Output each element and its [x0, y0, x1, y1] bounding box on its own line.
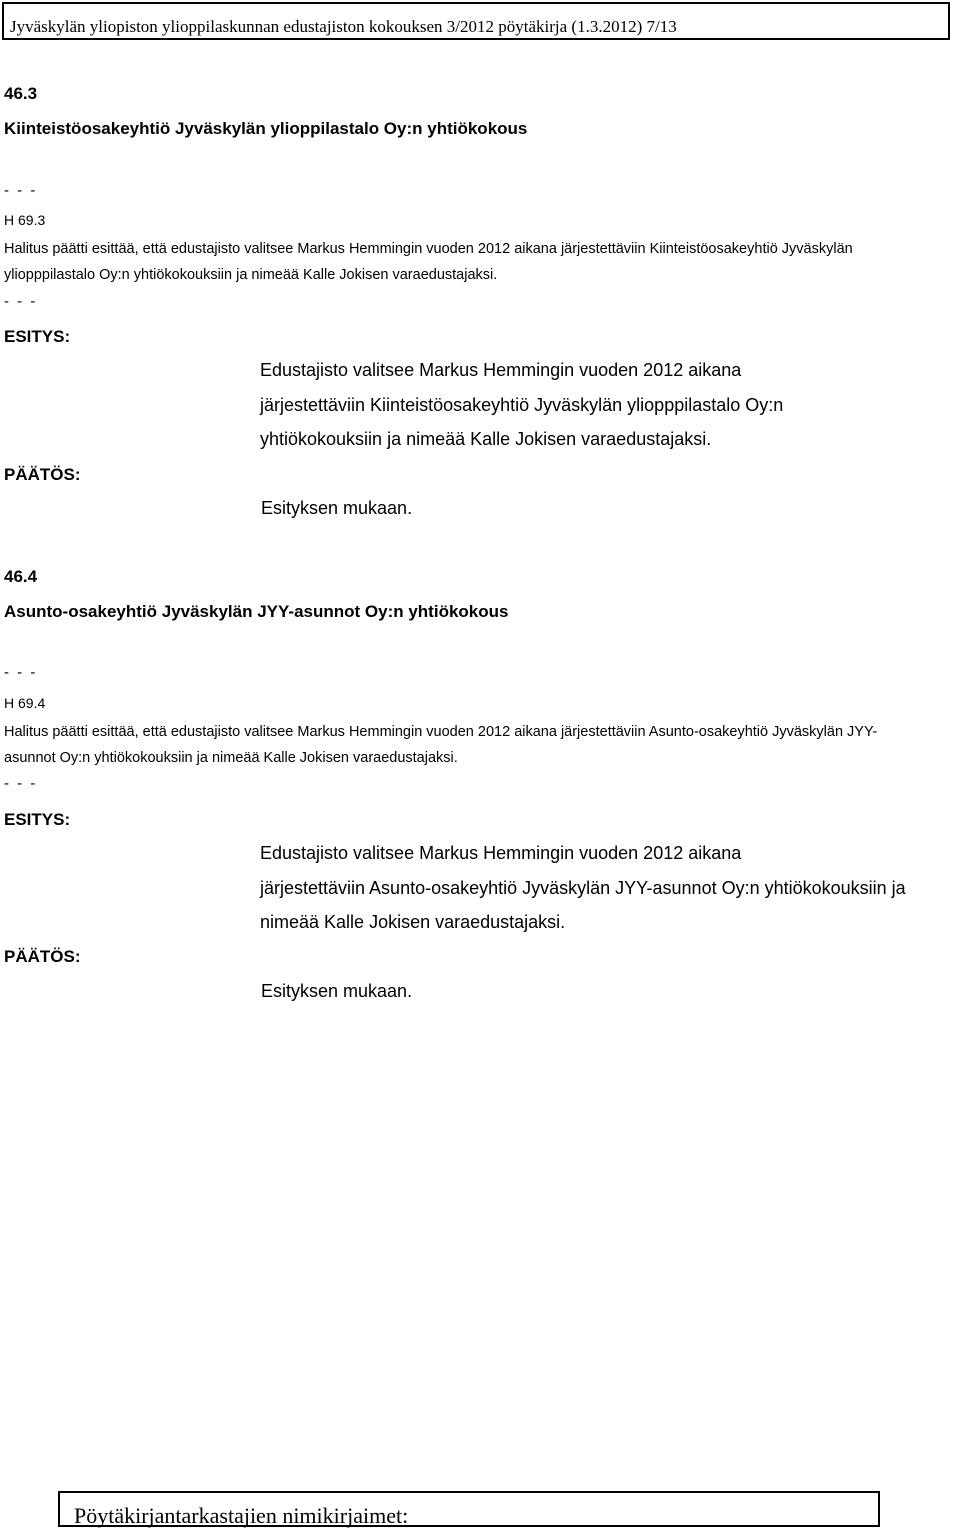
proposal-line: järjestettäviin Asunto-osakeyhtiö Jyväskylän JYY-asunnot Oy:n yhtiökokouksiin ja	[260, 878, 906, 898]
proposal-label: ESITYS:	[4, 810, 71, 829]
proposal-line: Edustajisto valitsee Markus Hemmingin vuoden 2012 aikana	[260, 843, 742, 863]
proposal-line: järjestettäviin Kiinteistöosakeyhtiö Jyväskylän yliopppilastalo Oy:n	[260, 395, 784, 415]
board-decision-line: Halitus päätti esittää, että edustajisto valitsee Markus Hemmingin vuoden 2012 aikana järjestettäviin Kiinteistöosakeyhtiö Jyväskylän	[4, 241, 853, 257]
separator-dashes: - - -	[4, 775, 38, 792]
section-title: Kiinteistöosakeyhtiö Jyväskylän ylioppilastalo Oy:n yhtiökokous	[4, 119, 528, 138]
decision-text: Esityksen mukaan.	[261, 981, 413, 1001]
board-reference: H 69.4	[4, 695, 46, 711]
decision-text: Esityksen mukaan.	[261, 498, 413, 518]
separator-dashes: - - -	[4, 182, 38, 199]
proposal-line: nimeää Kalle Jokisen varaedustajaksi.	[260, 912, 566, 932]
section-title: Asunto-osakeyhtiö Jyväskylän JYY-asunnot Oy:n yhtiökokous	[4, 602, 509, 621]
section-number: 46.3	[4, 84, 38, 103]
proposal-line: Edustajisto valitsee Markus Hemmingin vuoden 2012 aikana	[260, 360, 742, 380]
section-number: 46.4	[4, 567, 38, 586]
board-reference: H 69.3	[4, 212, 46, 228]
board-decision-text	[4, 236, 956, 288]
board-decision-line: yliopppilastalo Oy:n yhtiökokouksiin ja nimeää Kalle Jokisen varaedustajaksi.	[4, 267, 498, 283]
decision-label: PÄÄTÖS:	[4, 465, 81, 484]
page-header: Jyväskylän yliopiston ylioppilaskunnan edustajiston kokouksen 3/2012 pöytäkirja (1.3.2012) 7/13	[10, 17, 677, 36]
initials-label: Pöytäkirjantarkastajien nimikirjaimet:	[74, 1503, 409, 1528]
decision-label: PÄÄTÖS:	[4, 947, 81, 966]
board-decision-line: asunnot Oy:n yhtiökokouksiin ja nimeää Kalle Jokisen varaedustajaksi.	[4, 750, 458, 766]
board-decision-line: Halitus päätti esittää, että edustajisto valitsee Markus Hemmingin vuoden 2012 aikana järjestettäviin Asunto-osakeyhtiö Jyväskylän JYY-	[4, 724, 878, 740]
separator-dashes: - - -	[4, 664, 38, 681]
proposal-label: ESITYS:	[4, 327, 71, 346]
proposal-line: yhtiökokouksiin ja nimeää Kalle Jokisen varaedustajaksi.	[260, 429, 712, 449]
separator-dashes: - - -	[4, 293, 38, 310]
board-decision-text	[4, 719, 956, 771]
